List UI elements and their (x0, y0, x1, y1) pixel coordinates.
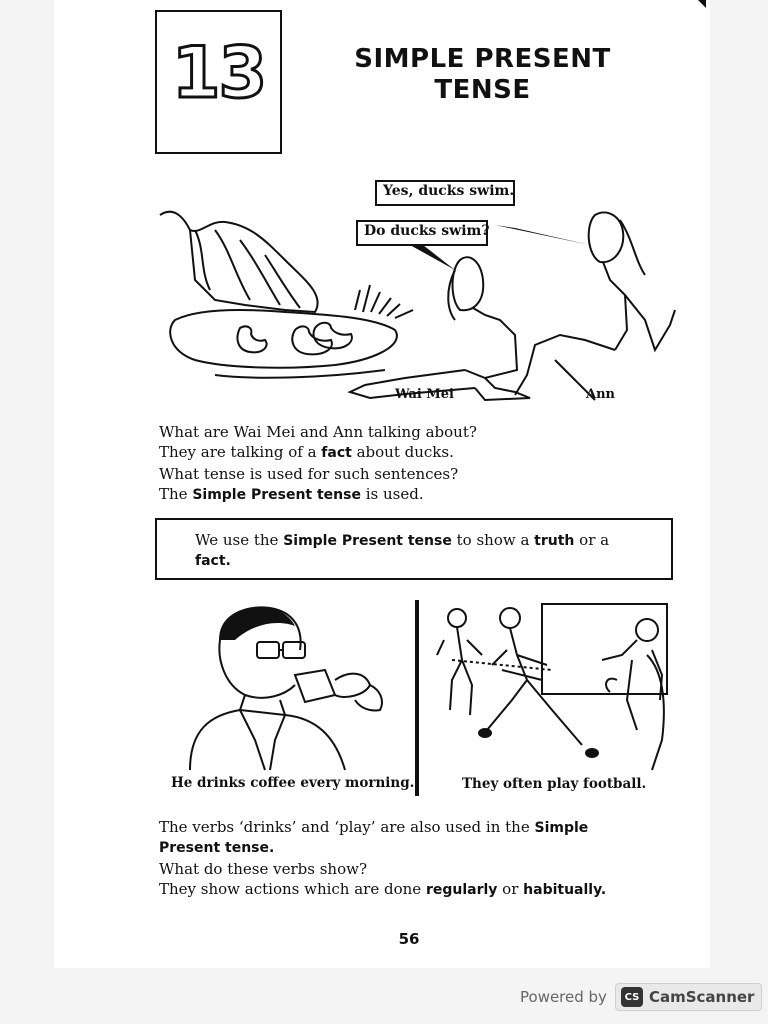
outro-line-4 (159, 879, 606, 900)
camscanner-brand: CamScanner (648, 988, 755, 1006)
intro-line-3: What tense is used for such sentences? (159, 464, 459, 483)
page-number: 56 (398, 930, 420, 948)
intro-line-2 (159, 442, 477, 463)
outro-paragraph (159, 817, 606, 900)
camscanner-badge (615, 983, 763, 1011)
rule-b: Simple Present tense (283, 533, 452, 549)
intro-line-4-b: Simple Present tense (192, 486, 361, 503)
kids-playing-football-illustration (422, 600, 672, 780)
outro-line-1-a: The verbs ‘drinks’ and ‘play’ are also used in the (159, 818, 535, 836)
outro-line-1 (159, 817, 606, 838)
rule-d: truth (534, 533, 575, 549)
outro-line-1-b: Simple (534, 820, 589, 836)
chapter-title-line1: SIMPLE PRESENT (354, 44, 611, 74)
camscanner-logo-icon: CS (621, 987, 643, 1007)
outro-line-4-d: habitually. (523, 881, 607, 898)
caption-football: They often play football. (462, 776, 647, 792)
intro-line-4-c: is used. (360, 484, 424, 503)
camscanner-watermark (520, 983, 762, 1011)
rule-line-2: fact. (195, 553, 231, 569)
label-wai-mei: Wai Mei (395, 387, 454, 402)
rule-box (155, 518, 673, 580)
corner-mark (698, 0, 706, 8)
speech-bubble-answer: Yes, ducks swim. (375, 180, 515, 206)
intro-line-4 (159, 484, 477, 505)
intro-line-2-b: fact (321, 445, 352, 462)
caption-coffee: He drinks coffee every morning. (171, 775, 415, 791)
chapter-title-line2: TENSE (434, 75, 531, 105)
intro-line-2-c: about ducks. (351, 443, 454, 462)
rule-c: to show a (451, 531, 535, 549)
intro-line-4-a: The (159, 484, 193, 503)
label-ann: Ann (586, 387, 615, 402)
chapter-title (310, 44, 655, 106)
outro-line-4-c: or (497, 879, 524, 898)
outro-line-4-b: regularly (425, 881, 498, 898)
speech-bubble-question: Do ducks swim? (356, 220, 488, 246)
intro-line-1: What are Wai Mei and Ann talking about? (159, 423, 477, 441)
rule-e: or a (574, 531, 610, 549)
outro-line-3: What do these verbs show? (159, 859, 367, 878)
intro-paragraph (159, 422, 477, 505)
rule-line-1 (195, 530, 657, 551)
outro-line-4-a: They show actions which are done (159, 879, 426, 898)
man-drinking-coffee-illustration (185, 600, 405, 775)
watermark-prefix: Powered by (520, 988, 607, 1006)
outro-line-2: Present tense. (159, 840, 275, 857)
chapter-number-box (155, 10, 282, 154)
intro-line-2-a: They are talking of a (159, 443, 322, 462)
illustration-divider (415, 600, 419, 796)
chapter-number: 13 (171, 32, 266, 114)
rule-a: We use the (195, 531, 284, 549)
